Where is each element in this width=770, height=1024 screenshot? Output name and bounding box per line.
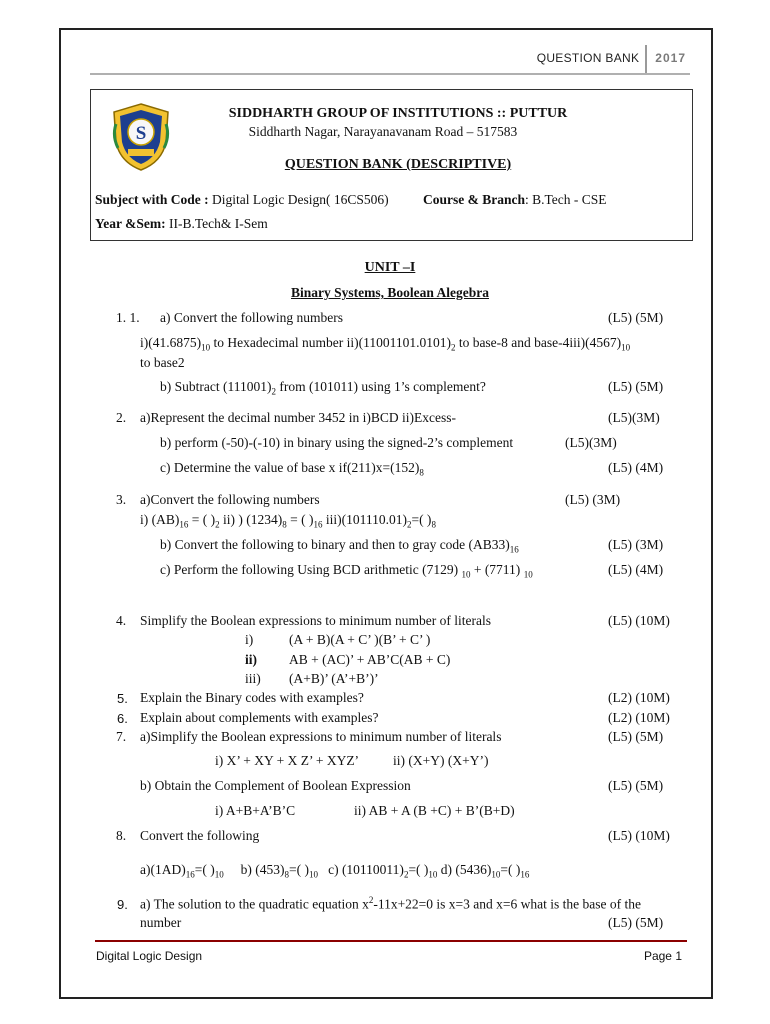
institution-name: SIDDHARTH GROUP OF INSTITUTIONS :: PUTTUR xyxy=(228,106,568,121)
q5-marks: (L2) (10M) xyxy=(608,690,670,705)
q7-a-marks: (L5) (5M) xyxy=(608,729,664,744)
header-year: 2017 xyxy=(655,51,686,65)
institution-logo-icon xyxy=(110,102,172,172)
year-line xyxy=(95,216,268,232)
q2-part-b: b) perform (-50)-(-10) in binary using the signed-2’s complement xyxy=(160,435,514,450)
q9-marks: (L5) (5M) xyxy=(608,915,664,930)
page-header xyxy=(537,45,686,73)
q6-number: 6. xyxy=(117,711,128,726)
q3-part-a: a)Convert the following numbers xyxy=(140,492,320,507)
q2-number: 2. xyxy=(116,410,127,425)
q3-b-marks: (L5) (3M) xyxy=(608,537,664,552)
q2-a-marks: (L5)(3M) xyxy=(608,410,660,425)
q2-part-c: c) Determine the value of base x $if(211)x=(152)_8$ xyxy=(160,460,424,478)
q9-text xyxy=(140,895,641,913)
q2-c-marks: (L5) (4M) xyxy=(608,460,664,475)
q7-b-expression-ii: ii) AB + A (B +C) + B’(B+D) xyxy=(354,803,515,818)
svg-text:S: S xyxy=(135,123,147,144)
footer-rule xyxy=(95,940,687,942)
q1-b-marks: (L5) (5M) xyxy=(608,379,664,394)
year-label: Year &Sem: xyxy=(95,216,166,231)
q3-c-marks: (L5) (4M) xyxy=(608,562,664,577)
q4-text: Simplify the Boolean expressions to minimum number of literals xyxy=(140,613,491,628)
q6-marks: (L2) (10M) xyxy=(608,710,670,725)
q8-text: Convert the following xyxy=(140,828,260,843)
q1-number: 1. 1. xyxy=(116,310,140,325)
q3-conversions: i) $(AB)_{16}$ = ( )$_2$ ii) ) $(1234)_8$ = ( )$_{16}$ $iii)(101110.01)_2=$( )$_8$ xyxy=(140,512,436,530)
q1-part-b: b) Subtract $(111001)_2$ from (101011) using 1’s complement? xyxy=(160,379,486,397)
q2-b-marks: (L5)(3M) xyxy=(565,435,617,450)
course-line xyxy=(423,192,607,208)
q4-item-expression: (A+B)’ (A’+B’)’ xyxy=(289,671,379,686)
institution-address: Siddharth Nagar, Narayanavanam Road – 517583 xyxy=(248,124,518,139)
q3-a-marks: (L5) (3M) xyxy=(565,492,621,507)
q3-part-b: b) Convert the following to binary and then to gray code $(AB33)_{16}$ xyxy=(160,537,519,555)
q8-marks: (L5) (10M) xyxy=(608,828,670,843)
q7-a-expression-ii: ii) (X+Y) (X+Y’) xyxy=(393,753,489,768)
q5-text: Explain the Binary codes with examples? xyxy=(140,690,364,705)
year-value: II-B.Tech& I-Sem xyxy=(165,216,268,231)
q1-a-marks: (L5) (5M) xyxy=(608,310,664,325)
q3-number: 3. xyxy=(116,492,127,507)
q3-part-c: c) Perform the following Using BCD arithmetic (7129) $_{10}$ + (7711) $_{10}$ xyxy=(160,562,533,580)
q5-number: 5. xyxy=(117,691,128,706)
q1-conversions: $i)(41.6875)_{10}$ to Hexadecimal number $ii)(11001101.0101)_2$ to base-8 and base-$4iii)(4567)_{10}$ xyxy=(140,335,631,353)
q4-marks: (L5) (10M) xyxy=(608,613,670,628)
unit-subtitle: Binary Systems, Boolean Alegebra xyxy=(291,285,489,300)
q8-number: 8. xyxy=(116,828,127,843)
q4-item-number: ii) xyxy=(245,652,257,667)
q4-item-number: iii) xyxy=(245,671,261,686)
q9-text-line2: number xyxy=(140,915,182,930)
q8-conversions: $a)(1AD)_{16}=$( )$_{10}$ b) $(453)_8=$( )$_{10}$ c) $(10110011)_2=$( )$_{10}$ d) $(5436)_{10}=$( )$_{16}$ xyxy=(140,862,530,880)
q4-item-expression: (A + B)(A + C’ )(B’ + C’ ) xyxy=(289,632,431,647)
question-bank-title: QUESTION BANK (DESCRIPTIVE) xyxy=(284,157,512,172)
q7-part-b: b) Obtain the Complement of Boolean Expression xyxy=(140,778,411,793)
subject-label: Subject with Code : xyxy=(95,192,209,207)
q7-a-expression-i: i) X’ + XY + X Z’ + XYZ’ xyxy=(215,753,360,768)
q7-number: 7. xyxy=(116,729,127,744)
q4-number: 4. xyxy=(116,613,127,628)
page-number: Page 1 xyxy=(643,949,682,963)
unit-title: UNIT –I xyxy=(364,260,416,275)
q4-item-expression: AB + (AC)’ + AB’C(AB + C) xyxy=(289,652,451,667)
q9-exponent: 2 xyxy=(368,895,374,905)
q4-item-number: i) xyxy=(245,632,254,647)
q6-text: Explain about complements with examples? xyxy=(140,710,379,725)
q7-b-marks: (L5) (5M) xyxy=(608,778,664,793)
q9-text-post: -11x+22=0 is x=3 and x=6 what is the base of the xyxy=(373,896,641,912)
q1-part-a: a) Convert the following numbers xyxy=(160,310,343,325)
subject-value: Digital Logic Design( 16CS506) xyxy=(208,192,389,207)
q1-to-base2: to base2 xyxy=(140,355,185,370)
footer-title: Digital Logic Design xyxy=(96,949,203,963)
course-label: Course & Branch xyxy=(423,192,525,207)
q2-part-a: a)Represent the decimal number 3452 in i)BCD ii)Excess- xyxy=(140,410,457,425)
q7-b-expression-i: i) A+B+A’B’C xyxy=(215,803,296,818)
header-rule xyxy=(90,73,690,75)
course-value: : B.Tech - CSE xyxy=(525,192,607,207)
header-label: QUESTION BANK xyxy=(536,51,640,65)
q7-part-a: a)Simplify the Boolean expressions to minimum number of literals xyxy=(140,729,502,744)
q9-number: 9. xyxy=(117,897,128,912)
q9-text-pre: a) The solution to the quadratic equation x xyxy=(140,896,369,912)
subject-line xyxy=(95,192,389,208)
